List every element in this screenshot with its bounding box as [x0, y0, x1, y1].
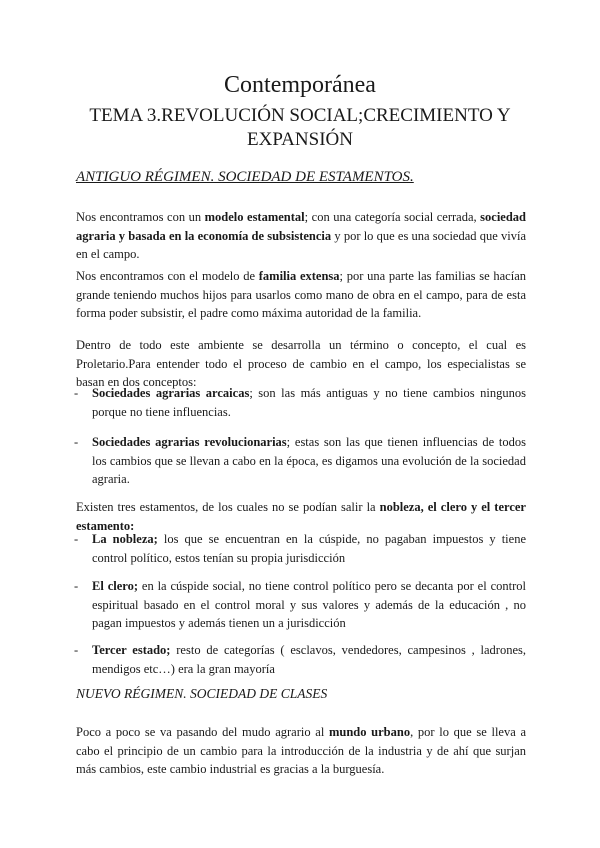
bullet-dash: - [74, 643, 79, 657]
bullet-dash: - [74, 435, 79, 449]
bold-modelo-estamental: modelo estamental [204, 210, 305, 224]
bullet-sociedades-revolucionarias: - Sociedades agrarias revolucionarias; estas son las que tienen influencias de todos los cambios que se llevan a cabo en la época, es digamos una evolución de la sociedad agraria. [74, 435, 526, 486]
bullet-nobleza: - La nobleza; los que se encuentran en la cúspide, no pagaban impuestos y tiene control político, estos tenían su propia jurisdicción [74, 532, 526, 565]
paragraph-estamentos: Existen tres estamentos, de los cuales no se podían salir la nobleza, el clero y el tercer estamento: [76, 500, 526, 533]
bold-sociedad-agraria: sociedad agraria y basada en la economía de subsistencia [76, 210, 527, 243]
topic-title-line-1: TEMA 3.REVOLUCIÓN SOCIAL;CRECIMIENTO Y [89, 105, 511, 126]
paragraph-familia-extensa: Nos encontramos con el modelo de familia extensa; por una parte las familias se hacían grande teniendo muchos hijos para usarlos como mano de obra en el campo, para de esta forma poder subsistir, el padre como máxima autoridad de la familia. [76, 269, 526, 320]
paragraph-mundo-urbano: Poco a poco se va pasando del mudo agrario al mundo urbano, por lo que se lleva a cabo el principio de un cambio para la introducción de la industria y de ahí que surjan más cambios, este cambio industrial es gracias a la burguesía. [76, 725, 526, 776]
bullet-clero: - El clero; en la cúspide social, no tiene control político pero se decanta por el control espiritual basado en el control moral y sus valores y además de la educación , no pagan impuestos y además tienen un a jurisdicción [74, 579, 526, 630]
section-heading-antiguo-regimen: ANTIGUO RÉGIMEN. SOCIEDAD DE ESTAMENTOS. [76, 169, 414, 185]
bullet-dash: - [74, 532, 79, 546]
bullet-dash: - [74, 386, 79, 400]
bold-familia-extensa: familia extensa [258, 269, 340, 283]
topic-title [60, 104, 540, 152]
bold-mundo-urbano: mundo urbano [328, 725, 411, 739]
section-heading-nuevo-regimen: NUEVO RÉGIMEN. SOCIEDAD DE CLASES [76, 686, 328, 701]
topic-title-line-2: EXPANSIÓN [247, 129, 353, 150]
paragraph-proletario: Dentro de todo este ambiente se desarrolla un término o concepto, el cual es Proletario.Para entender todo el proceso de cambio en el campo, los especialistas se basan en dos conceptos: [76, 338, 526, 389]
bullet-sociedades-arcaicas: - Sociedades agrarias arcaicas; son las más antiguas y no tiene cambios ningunos porque no tiene influencias. [74, 386, 526, 419]
bold-estamentos: nobleza, el clero y el tercer estamento: [76, 500, 526, 533]
document-title: Contemporánea [224, 72, 376, 98]
bullet-tercer-estado: - Tercer estado; resto de categorías ( esclavos, vendedores, campesinos , ladrones, mendigos etc…) era la gran mayoría [74, 643, 526, 676]
paragraph-modelo-estamental: Nos encontramos con un modelo estamental; con una categoría social cerrada, sociedad agraria y basada en la economía de subsistencia y por lo que es una sociedad que vivía en el campo. [76, 210, 527, 261]
bullet-dash: - [74, 579, 79, 593]
